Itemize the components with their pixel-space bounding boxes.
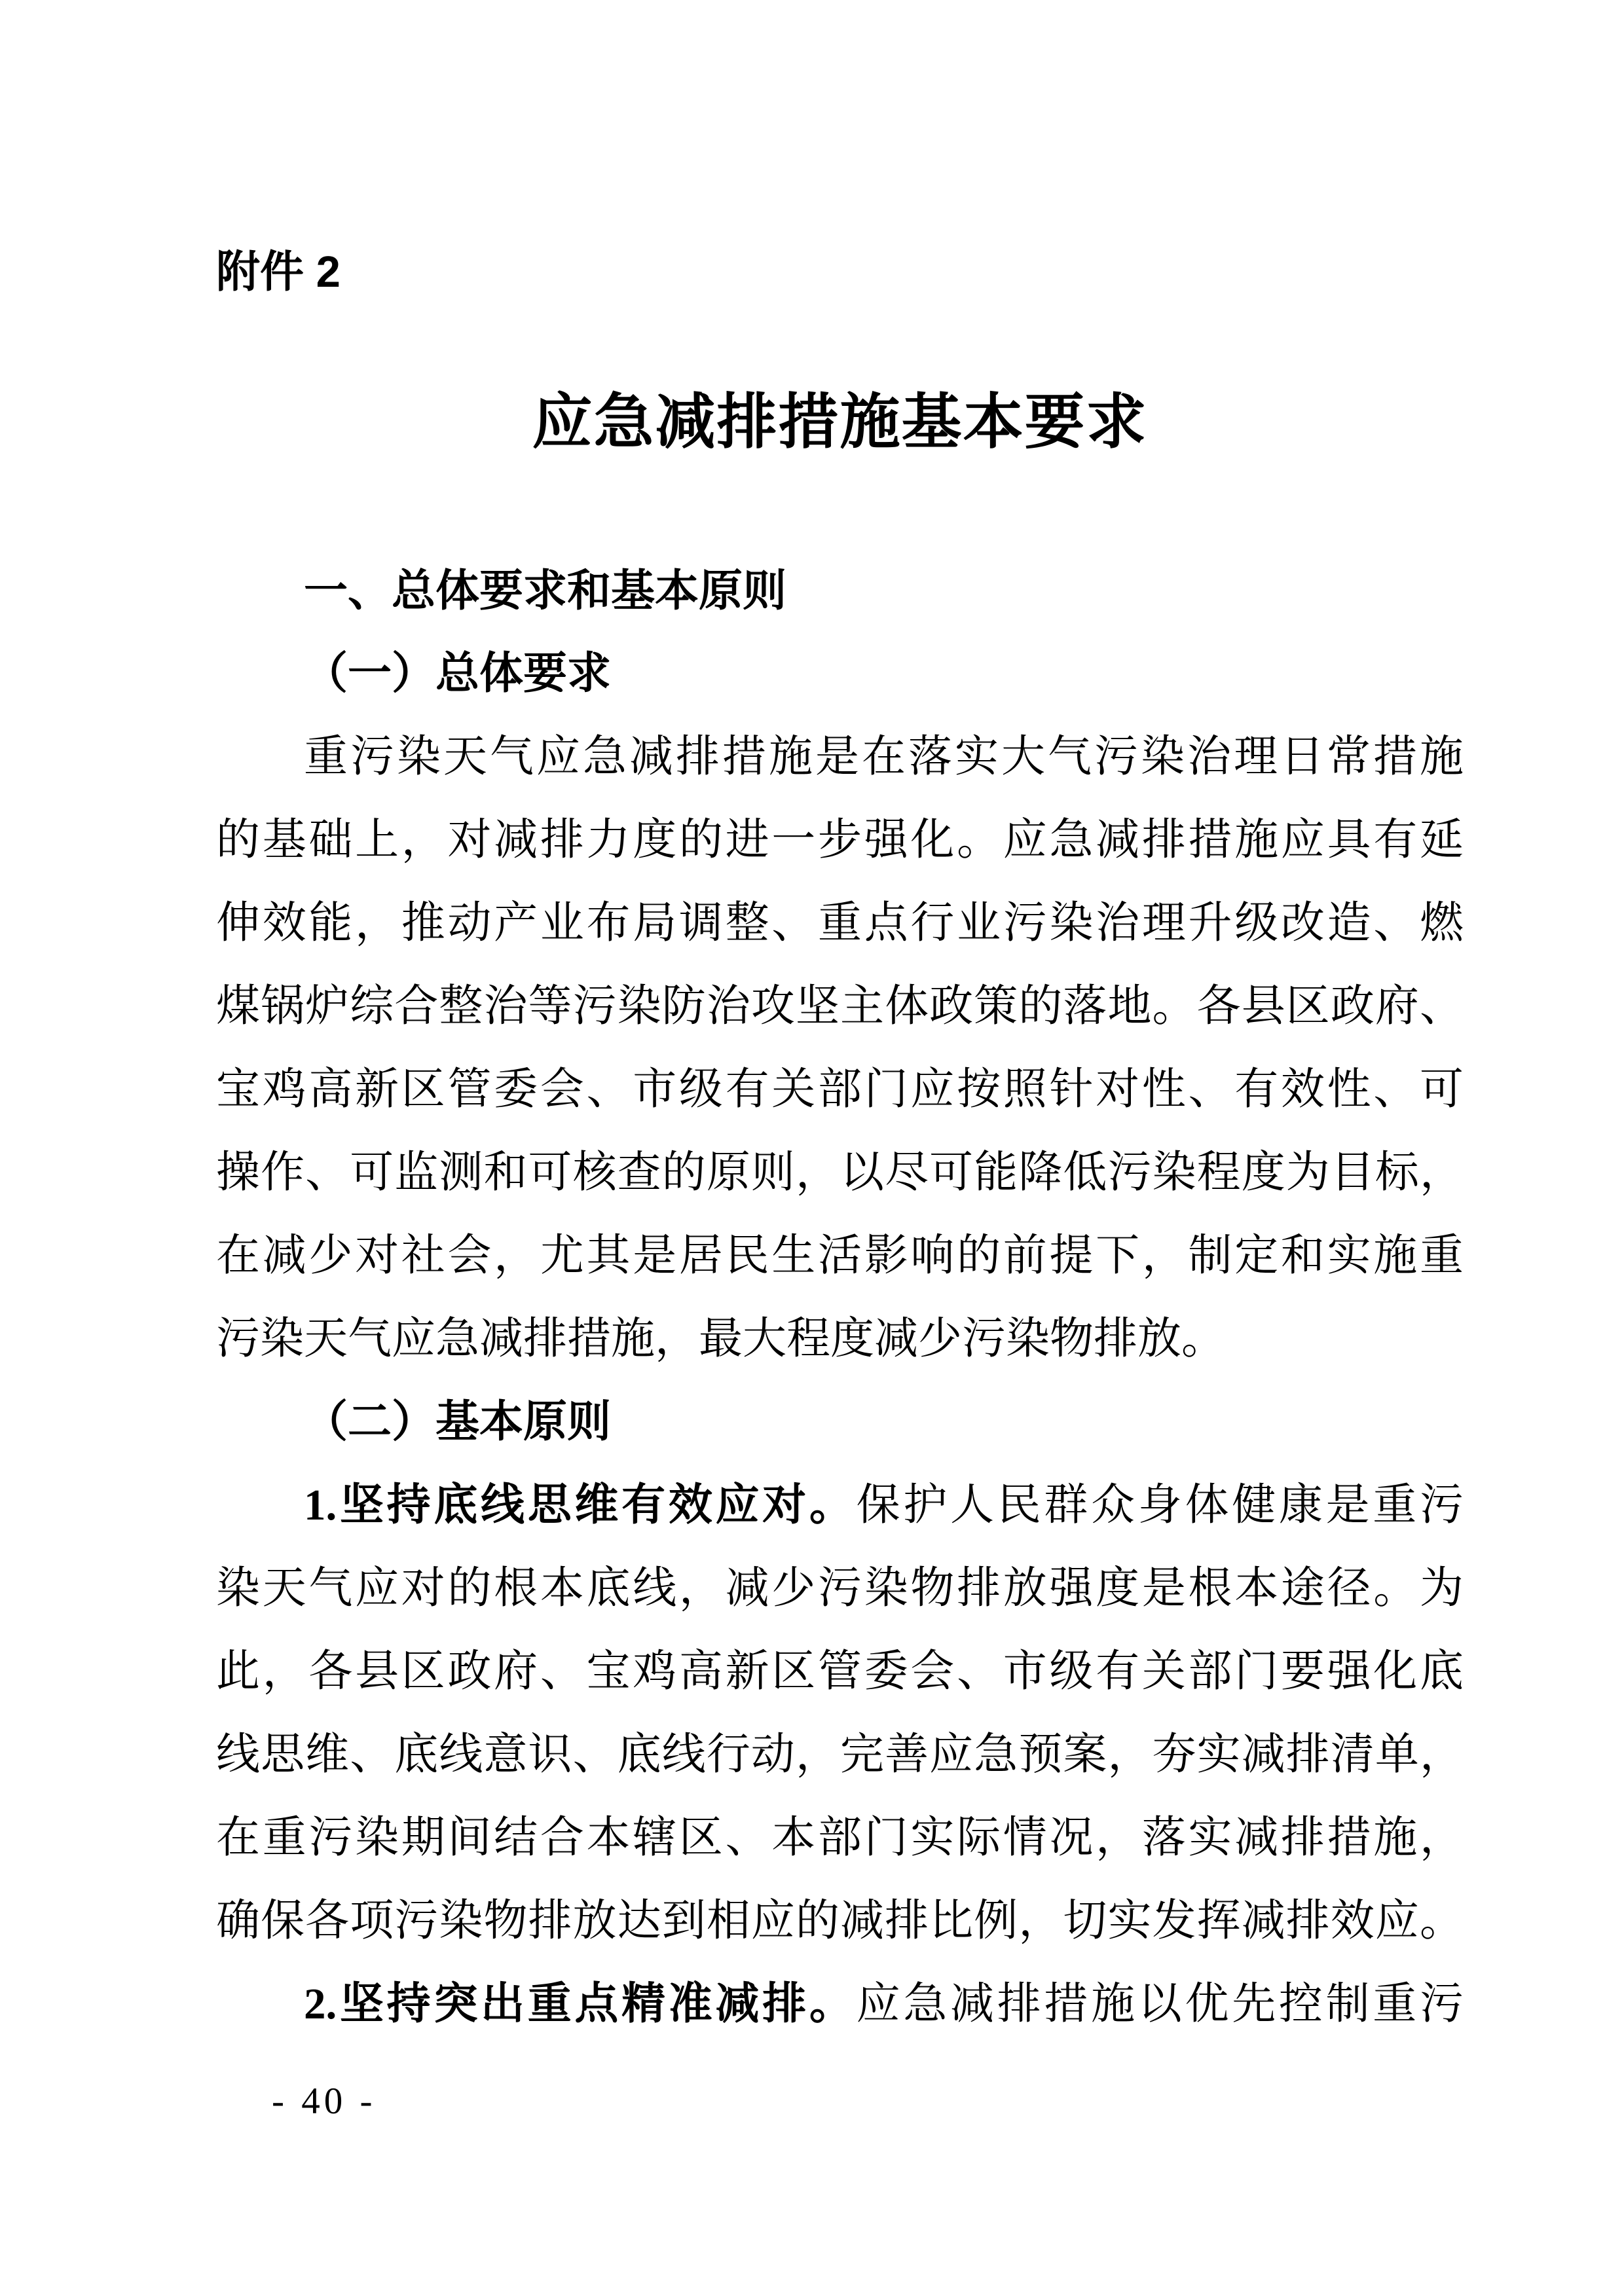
item-2-lead-rest: 应急减排措施以优先控制重污 [856,1980,1464,2028]
paragraph-line: 在减少对社会，尤其是居民生活影响的前提下，制定和实施重 [216,1231,1464,1280]
paragraph-line: 染天气应对的根本底线，减少污染物排放强度是根本途径。为 [216,1564,1464,1613]
document-title: 应急减排措施基本要求 [532,389,1148,456]
paragraph-line [216,1464,1464,1547]
paragraph-line: 操作、可监测和可核查的原则，以尽可能降低污染程度为目标， [216,1148,1464,1197]
paragraph-line: 线思维、底线意识、底线行动，完善应急预案，夯实减排清单， [216,1730,1464,1779]
paragraph-line: 在重污染期间结合本辖区、本部门实际情况，落实减排措施， [216,1813,1464,1862]
subsection-heading-2: （二）基本原则 [304,1398,611,1446]
item-1-lead: 1.坚持底线思维有效应对。 [304,1481,857,1529]
paragraph-line: 煤锅炉综合整治等污染防治攻坚主体政策的落地。各县区政府、 [216,982,1464,1030]
paragraph-line [216,1963,1464,2046]
item-1-lead-rest: 保护人民群众身体健康是重污 [856,1481,1464,1529]
paragraph-line: 重污染天气应急减排措施是在落实大气污染治理日常措施 [304,733,1464,781]
attachment-label: 附件 2 [216,247,341,297]
paragraph-line: 宝鸡高新区管委会、市级有关部门应按照针对性、有效性、可 [216,1065,1464,1114]
subsection-heading-1: （一）总体要求 [304,649,611,698]
paragraph-line: 污染天气应急减排措施，最大程度减少污染物排放。 [216,1315,1225,1363]
page-number: - 40 - [272,2081,377,2122]
paragraph-line: 此，各县区政府、宝鸡高新区管委会、市级有关部门要强化底 [216,1647,1464,1696]
item-2-lead: 2.坚持突出重点精准减排。 [304,1980,857,2028]
section-heading-1: 一、总体要求和基本原则 [304,566,786,615]
paragraph-line: 的基础上，对减排力度的进一步强化。应急减排措施应具有延 [216,816,1464,864]
paragraph-line: 确保各项污染物排放达到相应的减排比例，切实发挥减排效应。 [216,1897,1464,1945]
paragraph-line: 伸效能，推动产业布局调整、重点行业污染治理升级改造、燃 [216,899,1464,947]
